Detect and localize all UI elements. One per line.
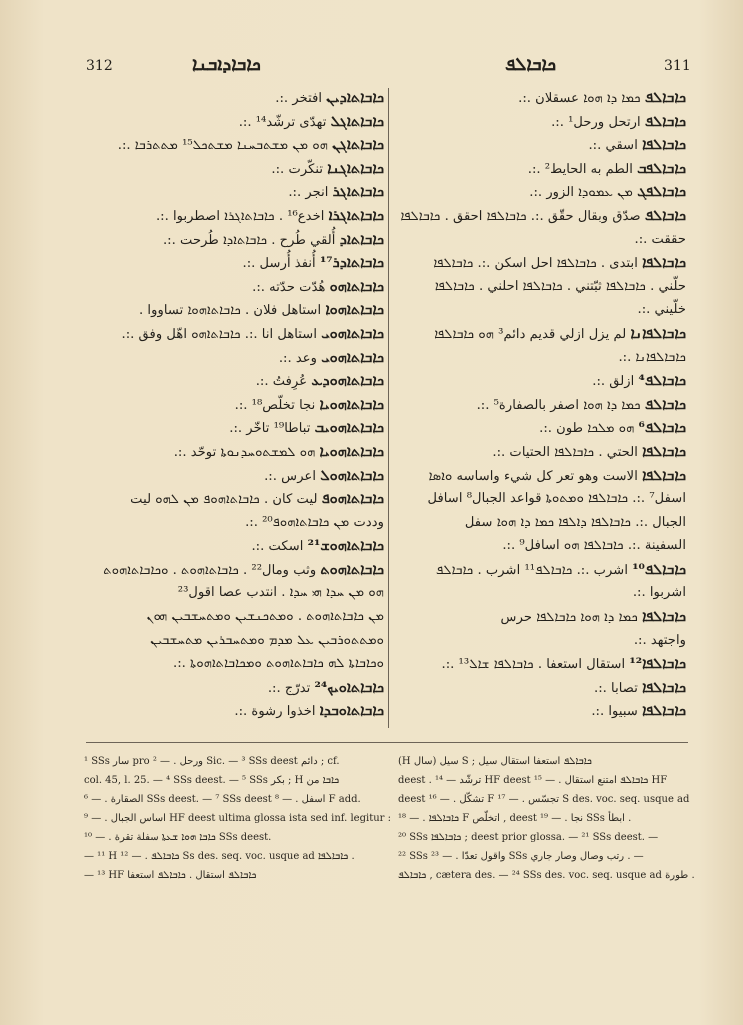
entry-line	[396, 699, 686, 723]
entry-gloss: ܡܢ ܥܡܘܕܐ الزور .:.	[529, 185, 633, 201]
entry-line	[396, 487, 686, 511]
entry-gloss: ܟܡܐ ܕܐ ܗܘܐ اصفر بالصفارة⁵ .:.	[476, 397, 641, 413]
entry-headword: ܟܐܒܐܠܦܐ	[642, 254, 686, 272]
entry-headword: ܟܐܒܐܬܐܗܘܝܐ	[319, 395, 384, 413]
entry-gloss: انجر .:.	[288, 185, 329, 201]
footnote-line: ²⁰ SSs ܟܐܒܐܠܦܐ ; deest prior glossa. — ²¹ SSs deest. —	[398, 832, 659, 843]
entry-gloss: تدرّج .:.	[267, 680, 311, 696]
entry-gloss: ܗܘ ܡܢ ܡܫܬܒܚܢܐ ܡܫܬܟܠ¹⁵ ܡܬܬܪܒܐ .:.	[117, 138, 328, 154]
entry-headword: ܟܐܒܐܠܦ¹⁰	[632, 560, 686, 578]
entry-gloss: تصابا .:.	[594, 680, 638, 696]
entry-headword: ܟܐܒܐܠܦܐ¹²	[629, 655, 686, 673]
entry-gloss: وددت ܡܢ ܟܐܒܐܬܐܗܘܦ²⁰ .:.	[245, 514, 384, 530]
entry-gloss: السفينة .:. ܟܐܒܐܠܦܐ ܗܘ اسافل⁹ .:.	[502, 538, 686, 554]
entry-headword: ܟܐܒܐܬܐܗܘܝ	[321, 324, 384, 342]
entry-line	[84, 110, 384, 134]
entry-line	[396, 157, 686, 181]
entry-line	[396, 180, 686, 204]
footnote-line: ܟܐܒܐ ܗܘܐ ܫܥܬܐ سفلة تقرة . — ¹⁰ SSs deest.	[84, 832, 272, 843]
entry-gloss: هُدّت حدّته .:.	[252, 279, 326, 295]
entry-line	[396, 534, 686, 558]
entry-line	[84, 133, 384, 157]
entry-line	[84, 629, 384, 653]
entry-line	[396, 440, 686, 464]
entry-gloss: نجا تخلّص¹⁸ .:.	[234, 397, 316, 413]
entry-line	[396, 204, 686, 228]
entry-gloss: تهدّى ترشّد¹⁴ .:.	[238, 114, 327, 130]
entry-headword: ܟܐܒܐܠܦܓ	[637, 183, 686, 201]
footnote-line: deest تشكّل . — ¹⁶ F تجسّس . — ¹⁷ S des. voc. seq. usque ad	[398, 794, 690, 805]
entry-gloss: وثب ومال²² . ܟܐܒܐܬܐܗܘܬ . ܘܟܐܒܐܬܐܗܘܬ	[103, 562, 317, 578]
entry-gloss: اشرب .:. ܟܐܒܐܠܦ¹¹ اشرب . ܟܐܒܐܠܦ	[435, 562, 628, 578]
entry-gloss: عُرِفتُ .:.	[255, 374, 308, 390]
entry-line	[396, 511, 686, 535]
footnote-line: — ¹¹ H ܟܐܒܐܠܦ . — ¹² Ss des. seq. voc. usque ad ܟܐܒܐܠܦܐ .	[84, 851, 355, 862]
entry-gloss: ازلق .:.	[592, 374, 635, 390]
footnote-rule	[86, 742, 688, 743]
entry-gloss: تباطا¹⁹ تاخّر .:.	[229, 421, 311, 437]
entry-line	[84, 322, 384, 346]
entry-line	[396, 322, 686, 346]
entry-headword: ܟܐܒܐܠܦ	[644, 112, 686, 130]
entry-headword: ܟܐܒܐܬܐܗܘܠ	[320, 466, 384, 484]
entry-line	[396, 133, 686, 157]
entry-line	[396, 86, 686, 110]
entry-line	[396, 298, 686, 322]
entry-line	[84, 605, 384, 629]
entry-headword: ܟܐܒܐܠܦܐ	[642, 442, 686, 460]
entry-headword: ܟܐܒܐܬܐܗܘܬ	[320, 560, 384, 578]
entry-gloss: ܟܡܐ ܕܐ ܗܘܐ ܟܐܒܐܠܦܐ حرس	[500, 610, 638, 626]
entry-gloss: حققت .:.	[634, 231, 686, 247]
entry-line	[84, 157, 384, 181]
entry-line	[84, 464, 384, 488]
entry-gloss: ܗܘ ܠܡܫܬܘܚܕܢܘܬܐ توحّد .:.	[173, 444, 316, 460]
entry-gloss: استاهل انا .:. ܟܐܒܐܬܐܗܘ اهّل وفق .:.	[121, 326, 318, 342]
right-column	[396, 86, 686, 723]
entry-gloss: ابتدى . ܟܐܒܐܠܦܐ احل اسكن .:. ܟܐܒܐܠܦܐ	[433, 256, 638, 272]
entry-headword: ܟܐܒܐܬܐܕܝܢ	[326, 89, 384, 106]
entry-gloss: ليت كان . ܟܐܒܐܬܐܗܘܦ ܡܢ ܠܗܘ ليت	[130, 492, 318, 508]
entry-line	[84, 534, 384, 558]
entry-line	[84, 86, 384, 110]
entry-line	[84, 487, 384, 511]
entry-line	[84, 652, 384, 676]
entry-line	[396, 346, 686, 370]
footnote-line: ¹ SSs سار pro ورحل . — ² Sic. — ³ SSs deest دائم ; cf.	[84, 756, 340, 767]
entry-gloss: واجتهد .:.	[633, 632, 686, 648]
entry-line	[396, 393, 686, 417]
entry-line	[84, 204, 384, 228]
entry-line	[396, 676, 686, 700]
entry-headword: ܟܐܒܐܬܐܓܢ	[332, 136, 384, 154]
entry-headword: ܟܐܒܐܠܦܐ	[642, 702, 686, 720]
entry-gloss: ܟܐܒܐܠܦܐܢܐ .:.	[618, 349, 686, 365]
entry-line	[396, 605, 686, 629]
entry-headword: ܟܐܒܐܬܐܓܪ	[332, 183, 384, 201]
entry-line	[396, 369, 686, 393]
entry-headword: ܟܐܒܐܬܐܓܢܐ	[327, 159, 384, 177]
entry-headword: ܟܐܒܐܠܦܐ	[642, 466, 686, 484]
entry-headword: ܟܐܒܐܠܦ	[644, 206, 686, 224]
entry-gloss: اسكت .:.	[251, 539, 304, 555]
entry-line	[84, 393, 384, 417]
entry-line	[396, 558, 686, 582]
entry-gloss: حلّني . ܟܐܒܐܠܦܐ ثبّتني . ܟܐܒܐܠܦܐ احلني . ܟܐܒܐܠܦܐ	[434, 278, 686, 294]
entry-headword: ܟܐܒܐܬܐܗܘܦ	[321, 490, 384, 508]
entry-line	[84, 676, 384, 700]
entry-headword: ܟܐܒܐܬܐܓܪܐ	[328, 206, 384, 224]
footnote-line: ܟܐܒܐܠܦ , cætera des. — ²⁴ SSs des. voc. seq. usque ad طورة .	[398, 870, 695, 881]
entry-headword: ܟܐܒܐܬܐܗܘܐ	[325, 301, 384, 319]
entry-headword: ܟܐܒܐܬܐܘܝܟ²⁴	[314, 678, 384, 696]
entry-gloss: اشربوا .:.	[632, 585, 686, 601]
entry-gloss: ارتحل ورحل¹ .:.	[551, 114, 641, 130]
entry-gloss: الجبال .:. ܟܐܒܐܠܦܐ ܕܐܠܦܐ ܟܡܐ ܕܐ ܗܘܐ سفل	[464, 514, 686, 530]
entry-line	[84, 228, 384, 252]
entry-line	[84, 699, 384, 723]
entry-gloss: الحتي . ܟܐܒܐܠܦܐ الحتيات .:.	[492, 444, 638, 460]
entry-gloss: افتخر .:.	[275, 91, 323, 106]
entry-line	[84, 369, 384, 393]
entry-gloss: ܘܟܐܒܐܬܐ ܠܗ ܟܐܒܐܬܐܗܘܬ ܘܡܟܐܒܐܬܐܗܘܬܐ .:.	[173, 656, 384, 672]
entry-headword: ܟܐܒܐܠܦܐ	[642, 678, 686, 696]
entry-gloss: لم يزل ازلي قديم دائم³ ܗܘ ܟܐܒܐܠܦܐ	[434, 326, 627, 342]
entry-line	[84, 440, 384, 464]
entry-headword: ܟܐܒܐܬܐܗܘܫ²¹	[307, 537, 384, 555]
entry-headword: ܟܐܒܐܬܐܗܘ	[329, 277, 384, 295]
entry-line	[396, 629, 686, 653]
column-divider	[388, 88, 389, 728]
entry-line	[84, 581, 384, 605]
entry-headword: ܟܐܒܐܬܐܕܪ¹⁷	[319, 254, 384, 272]
entry-headword: ܟܐܒܐܠܦ	[644, 395, 686, 413]
footnotes-left	[84, 752, 391, 885]
entry-headword: ܟܐܒܐܬܐܗܘܝ	[321, 348, 384, 366]
entry-headword: ܟܐܒܐܬܐܘܒܕܐ	[319, 702, 384, 720]
entry-gloss: ܗܘ ܡܠܟܐ طون .:.	[539, 421, 635, 437]
entry-gloss: اخذوا رشوة .:.	[234, 704, 316, 720]
entry-line	[396, 251, 686, 275]
entry-line	[84, 416, 384, 440]
footnote-line: (H سال) سيل S ; ܟܐܒܐܠܦ استعفا استقال سيل	[398, 756, 592, 767]
right-running-head: ܟܐܒܐܠܦ	[505, 54, 556, 75]
entry-line	[396, 110, 686, 134]
entry-line	[84, 558, 384, 582]
entry-gloss: استقال استعفا . ܟܐܒܐܠܦܐ ܫܐܠ¹³ .:.	[441, 657, 626, 673]
entry-line	[84, 511, 384, 535]
left-column	[84, 86, 384, 723]
footnote-line: — ¹³ HF ܟܐܒܐܠܦ استقال . ܟܐܒܐܠܦ استعفا	[84, 870, 257, 881]
entry-headword: ܟܐܒܐܬܐܕ	[339, 230, 384, 248]
entry-gloss: ܗܘ ܡܢ ܚܕܐ ܗܝ ܚܕܐ . انتدب عصا اقول²³	[177, 585, 384, 601]
entry-line	[84, 298, 384, 322]
entry-line	[396, 416, 686, 440]
entry-headword: ܟܐܒܐܠܦ⁴	[638, 372, 686, 390]
entry-line	[396, 228, 686, 252]
entry-gloss: ܡܢ ܟܐܒܐܬܐܗܘܬ . ܘܡܬܟܢܫܝܢ ܘܡܬܚܫܒܝܢ ܗܘܢ	[146, 609, 384, 625]
entry-gloss: ܘܡܬܬܘܪܒܝܢ ܥܠ ܡܕܡ ܘܡܬܚܒܪܝܢ ܡܬܚܫܒܝܢ	[150, 632, 384, 648]
entry-gloss: اخدع¹⁶ . ܟܐܒܐܬܐܓܪܐ اصطربوا .:.	[155, 208, 325, 224]
entry-headword: ܟܐܒܐܠܦܐ	[642, 608, 686, 626]
entry-headword: ܟܐܒܐܠܦܒ	[637, 159, 686, 177]
entry-gloss: تنكّرت .:.	[271, 161, 324, 177]
entry-gloss: خلّيني .:.	[637, 302, 686, 318]
entry-line	[84, 275, 384, 299]
footnote-line: اساس الجبال . — ⁹ HF deest ultima glossa ista sed inf. legitur :	[84, 813, 391, 824]
entry-headword: ܟܐܒܐܠܦܐܢܐ	[630, 324, 686, 342]
footnote-line: col. 45, l. 25. — ⁴ SSs deest. — ⁵ SSs بكر ; H ܟܐܒܐ من	[84, 775, 340, 786]
entry-gloss: الاست وهو تعر كل شيء واساسه ܘܐܣܐ	[428, 468, 638, 484]
footnote-line: ܟܐܒܐܠܦܐ . — ¹⁸ F اتخلّص , deest نجا . — ¹⁹ SSs ابطأ .	[398, 813, 632, 824]
left-page-number: 312	[86, 58, 113, 74]
left-running-head: ܟܐܒܐܕܐܒܢܐ	[192, 54, 261, 75]
entry-gloss: ܟܡܐ ܕܐ ܗܘܐ عسقلان .:.	[518, 91, 641, 106]
footnote-line: deest . ترشّد — ¹⁴ HF deest ܟܐܒܐܠܦ امتنع استقال . — ¹⁵ HF	[398, 775, 668, 786]
entry-headword: ܟܐܒܐܬܐܓܠ	[330, 112, 384, 130]
footnote-line: ²² SSs واقول تعدّا . — ²³ SSs رتب وصال وصار جاري . —	[398, 851, 644, 862]
entry-line	[396, 275, 686, 299]
entry-line	[84, 251, 384, 275]
entry-gloss: اسقي .:.	[588, 138, 638, 154]
entry-gloss: سبيوا .:.	[591, 704, 638, 720]
entry-gloss: اسفل⁷ .:. ܟܐܒܐܠܦܐ ܘܡܬܘܬܐ قواعد الجبال⁸ اسافل	[427, 491, 686, 507]
entry-gloss: صدّق وبقال حقّق .:. ܟܐܒܐܠܦܐ احقق . ܟܐܒܐܠܦܐ	[400, 208, 641, 224]
entry-gloss: أُنفذ أُرسل .:.	[242, 256, 316, 272]
entry-line	[396, 581, 686, 605]
entry-gloss: الطم به الحايط² .:.	[527, 161, 633, 177]
entry-headword: ܟܐܒܐܠܦܐ	[642, 136, 686, 154]
entry-headword: ܟܐܒܐܬܐܗܘܝܒ	[314, 419, 384, 437]
entry-line	[396, 464, 686, 488]
footnote-line: الصقارة . — ⁶ SSs deest. — ⁷ SSs deest اسفل . — ⁸ F add.	[84, 794, 361, 805]
entry-headword: ܟܐܒܐܠܦ⁶	[638, 419, 686, 437]
right-page-number: 311	[664, 58, 691, 74]
entry-gloss: أُلقي طُرح . ܟܐܒܐܬܐܕܐ طُرحت .:.	[162, 232, 336, 248]
entry-gloss: اعرس .:.	[264, 468, 317, 484]
entry-line	[396, 652, 686, 676]
entry-gloss: وعد .:.	[278, 350, 318, 366]
entry-headword: ܟܐܒܐܠܦ	[644, 89, 686, 106]
entry-gloss: استاهل فلان . ܟܐܒܐܬܐܗܘܐ تساووا .	[139, 303, 322, 319]
entry-line	[84, 346, 384, 370]
entry-headword: ܟܐܒܐܬܐܗܘܕܥ	[311, 372, 384, 390]
entry-headword: ܟܐܒܐܬܐܗܘܝܐ	[319, 442, 384, 460]
footnotes-right	[398, 752, 695, 885]
entry-line	[84, 180, 384, 204]
